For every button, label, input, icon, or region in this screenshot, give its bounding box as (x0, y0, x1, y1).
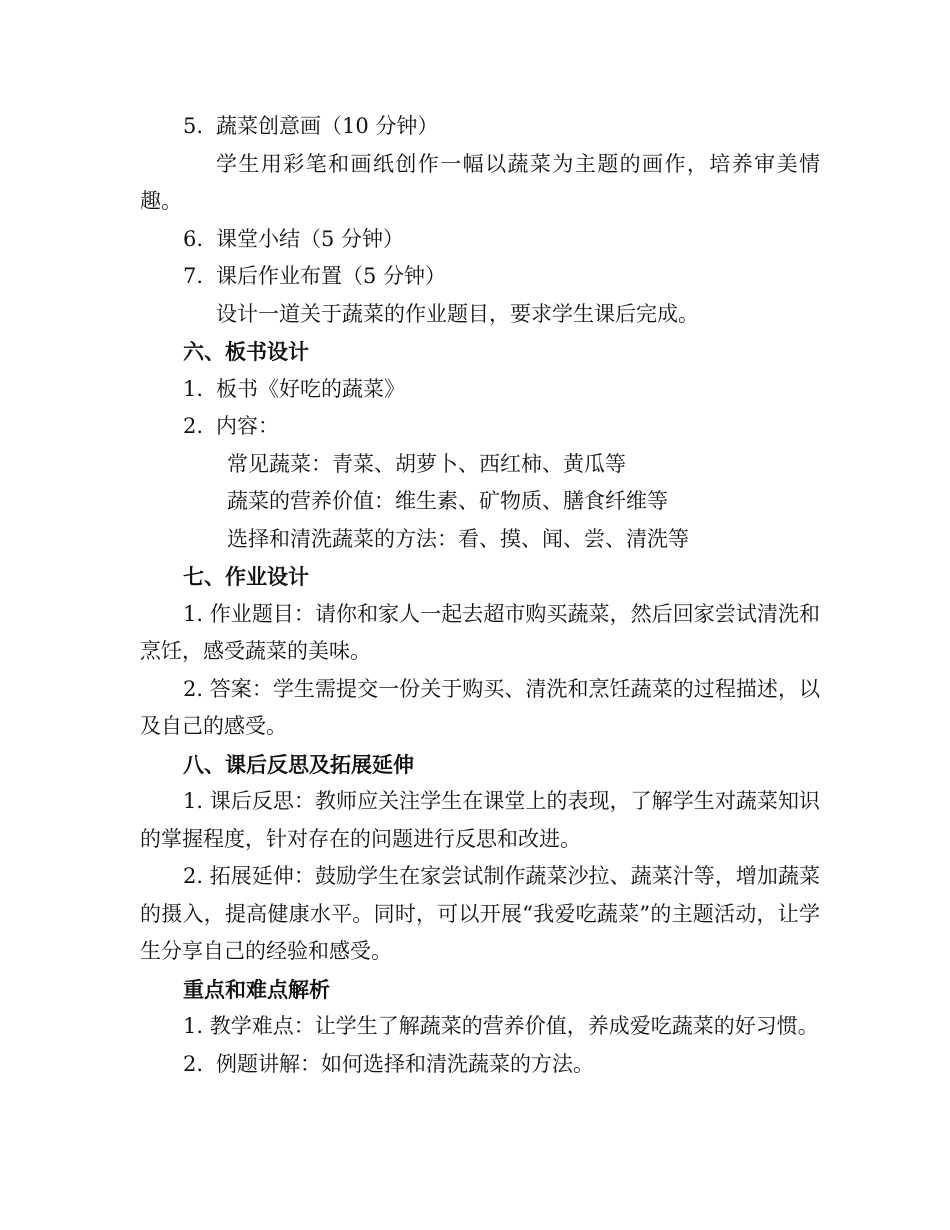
step-5-description: 学生用彩笔和画纸创作一幅以蔬菜为主题的画作，培养审美情趣。 (140, 151, 820, 213)
list-text: 课后作业布置（5 分钟） (216, 264, 447, 288)
section-heading-homework-design: 七、作业设计 (183, 564, 309, 589)
reflection-item-1: 1. 课后反思：教师应关注学生在课堂上的表现，了解学生对蔬菜知识的掌握程度，针对存在的问题进行反思和改进。 (140, 789, 820, 851)
list-number: 5. (183, 114, 204, 138)
key-point-item-2 (140, 1046, 820, 1084)
section-heading-board-design: 六、板书设计 (183, 339, 309, 364)
list-number: 7. (183, 264, 204, 288)
homework-item-2: 2. 答案：学生需提交一份关于购买、清洗和烹饪蔬菜的过程描述，以及自己的感受。 (140, 676, 820, 738)
list-text: 蔬菜创意画（10 分钟） (216, 114, 439, 138)
board-content-line: 常见蔬菜：青菜、胡萝卜、西红柿、黄瓜等 (227, 451, 626, 476)
board-content-line: 选择和清洗蔬菜的方法：看、摸、闻、尝、清洗等 (227, 526, 689, 551)
list-number: 1. (183, 376, 204, 401)
document-page (140, 108, 820, 1083)
step-6-heading (140, 221, 820, 259)
list-number: 6. (183, 226, 204, 251)
list-number: 2. (183, 1051, 204, 1076)
board-item-2 (140, 408, 820, 446)
list-text: 内容： (216, 414, 279, 438)
list-text: 板书《好吃的蔬菜》 (216, 376, 405, 401)
list-number: 2. (183, 414, 204, 438)
step-7-heading (140, 258, 820, 296)
board-item-1 (140, 371, 820, 409)
board-content-line: 蔬菜的营养价值：维生素、矿物质、膳食纤维等 (227, 489, 668, 513)
list-text: 课堂小结（5 分钟） (216, 226, 405, 251)
reflection-item-2: 2. 拓展延伸：鼓励学生在家尝试制作蔬菜沙拉、蔬菜汁等，增加蔬菜的摄入，提高健康水平。同时，可以开展“我爱吃蔬菜”的主题活动，让学生分享自己的经验和感受。 (140, 864, 820, 963)
section-heading-key-points: 重点和难点解析 (183, 976, 330, 1002)
list-text: 例题讲解：如何选择和清洗蔬菜的方法。 (216, 1051, 594, 1076)
homework-item-1: 1. 作业题目：请你和家人一起去超市购买蔬菜，然后回家尝试清洗和烹饪，感受蔬菜的美味。 (140, 601, 820, 663)
key-point-item-1: 1. 教学难点：让学生了解蔬菜的营养价值，养成爱吃蔬菜的好习惯。 (183, 1014, 819, 1038)
section-heading-reflection: 八、课后反思及拓展延伸 (183, 751, 414, 777)
step-5-heading (140, 108, 820, 146)
step-7-description: 设计一道关于蔬菜的作业题目，要求学生课后完成。 (216, 301, 699, 326)
